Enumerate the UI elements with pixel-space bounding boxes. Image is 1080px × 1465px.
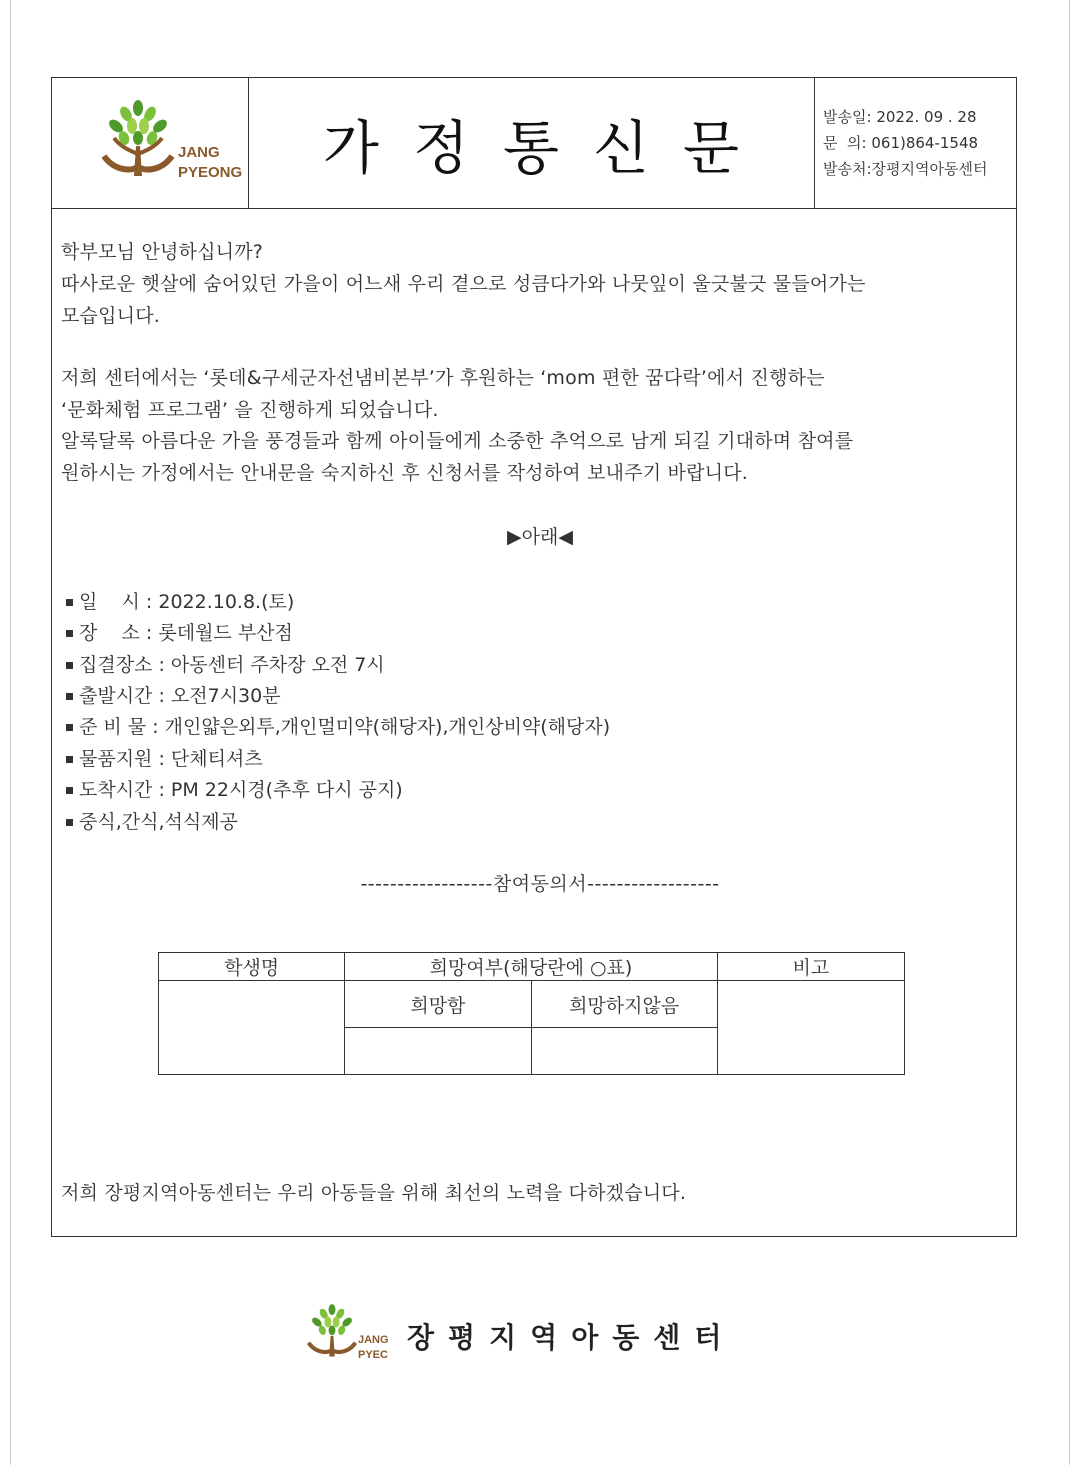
bullet-square bbox=[66, 819, 73, 826]
bullet-square bbox=[66, 662, 73, 669]
sender-label: 발송처: bbox=[823, 160, 872, 178]
detail-item-meeting-place: 집결장소 : 아동센터 주차장 오전 7시 bbox=[66, 650, 385, 677]
detail-label: 집결장소 bbox=[79, 654, 153, 676]
consent-heading: ------------------참여동의서------------------ bbox=[360, 873, 720, 895]
detail-value: PM 22시경(추후 다시 공지) bbox=[170, 779, 403, 801]
detail-value: 단체티셔츠 bbox=[170, 748, 263, 770]
detail-label: 도착시간 bbox=[79, 779, 153, 801]
paragraph-2-line-4: 원하시는 가정에서는 안내문을 숙지하신 후 신청서를 작성하여 보내주기 바랍니다. bbox=[61, 462, 748, 484]
page-title: 가정통신문 bbox=[322, 114, 774, 182]
tree-logo-icon bbox=[98, 94, 178, 184]
detail-label: 중식,간식,석식제공 bbox=[79, 811, 238, 833]
logo-text-jang: JANG bbox=[178, 144, 220, 161]
detail-label: 물품지원 bbox=[79, 748, 153, 770]
detail-item-datetime: 일 시 : 2022.10.8.(토) bbox=[66, 587, 294, 614]
note-cell[interactable] bbox=[717, 981, 904, 1075]
detail-label: 일 시 bbox=[79, 591, 140, 613]
bullet-square bbox=[66, 756, 73, 763]
greeting: 학부모님 안녕하십니까? bbox=[61, 241, 264, 263]
detail-value: 2022.10.8.(토) bbox=[158, 591, 295, 613]
bullet-square bbox=[66, 787, 73, 794]
bullet-square bbox=[66, 630, 73, 637]
sender-name: 장평지역아동센터 bbox=[871, 160, 988, 178]
consent-form-table bbox=[158, 952, 905, 1075]
footer-center-name: 장평지역아동센터 bbox=[407, 1321, 736, 1354]
detail-item-provided-goods: 물품지원 : 단체티셔츠 bbox=[66, 744, 263, 771]
detail-item-arrival-time: 도착시간 : PM 22시경(추후 다시 공지) bbox=[66, 775, 403, 802]
option-no-mark-cell[interactable] bbox=[531, 1028, 717, 1075]
contact-label: 문 의: bbox=[823, 134, 867, 152]
bullet-square bbox=[66, 724, 73, 731]
paragraph-2-line-1: 저희 센터에서는 ‘롯데&구세군자선냄비본부’가 후원하는 ‘mom 편한 꿈다락’에서 진행하는 bbox=[61, 367, 825, 389]
detail-item-meals bbox=[66, 807, 238, 834]
contact-number: 061)864-1548 bbox=[871, 134, 979, 152]
col-wish: 희망여부(해당란에 ○표) bbox=[345, 953, 718, 981]
detail-label: 출발시간 bbox=[79, 685, 153, 707]
student-name-cell[interactable] bbox=[159, 981, 345, 1075]
bullet-square bbox=[66, 599, 73, 606]
detail-item-place: 장 소 : 롯데월드 부산점 bbox=[66, 618, 293, 645]
page-edge-left bbox=[10, 0, 11, 1465]
logo-text-pyeong: PYEONG bbox=[178, 164, 243, 181]
issue-info bbox=[814, 78, 1017, 208]
option-yes: 희망함 bbox=[345, 981, 531, 1028]
paragraph-1-line-2: 모습입니다. bbox=[61, 305, 161, 327]
detail-label: 준 비 물 bbox=[79, 716, 147, 738]
notice-heading: ▶아래◀ bbox=[507, 526, 573, 548]
issue-date: 2022. 09 . 28 bbox=[876, 108, 977, 126]
option-no: 희망하지않음 bbox=[531, 981, 717, 1028]
col-student-name: 학생명 bbox=[159, 953, 345, 981]
bullet-square bbox=[66, 693, 73, 700]
detail-item-supplies: 준 비 물 : 개인얇은외투,개인멀미약(해당자),개인상비약(해당자) bbox=[66, 712, 610, 739]
issue-date-label: 발송일: bbox=[823, 108, 872, 126]
footer-tree-logo-icon bbox=[304, 1300, 360, 1362]
logo-cell bbox=[52, 78, 249, 208]
detail-value: 오전7시30분 bbox=[170, 685, 281, 707]
detail-value: 개인얇은외투,개인멀미약(해당자),개인상비약(해당자) bbox=[164, 716, 611, 738]
paragraph-2-line-2: ‘문화체험 프로그램’ 을 진행하게 되었습니다. bbox=[61, 399, 439, 421]
closing-text: 저희 장평지역아동센터는 우리 아동들을 위해 최선의 노력을 다하겠습니다. bbox=[61, 1182, 687, 1204]
detail-value: 아동센터 주차장 오전 7시 bbox=[170, 654, 385, 676]
sender-line bbox=[823, 158, 987, 179]
footer-logo-text-jang: JANG bbox=[358, 1334, 389, 1346]
issue-date-line bbox=[823, 106, 977, 127]
detail-item-departure-time: 출발시간 : 오전7시30분 bbox=[66, 681, 281, 708]
header bbox=[52, 78, 1016, 209]
detail-value: 롯데월드 부산점 bbox=[158, 622, 293, 644]
col-note: 비고 bbox=[717, 953, 904, 981]
footer-logo-text-pyec: PYEC bbox=[358, 1349, 388, 1361]
option-yes-mark-cell[interactable] bbox=[345, 1028, 531, 1075]
contact-line bbox=[823, 132, 978, 153]
paragraph-1-line-1: 따사로운 햇살에 숨어있던 가을이 어느새 우리 곁으로 성큼다가와 나뭇잎이 울긋불긋 물들어가는 bbox=[61, 273, 866, 295]
paragraph-2-line-3: 알록달록 아름다운 가을 풍경들과 함께 아이들에게 소중한 추억으로 남게 되길 기대하며 참여를 bbox=[61, 430, 854, 452]
page-edge-right bbox=[1069, 0, 1070, 1465]
detail-label: 장 소 bbox=[79, 622, 140, 644]
